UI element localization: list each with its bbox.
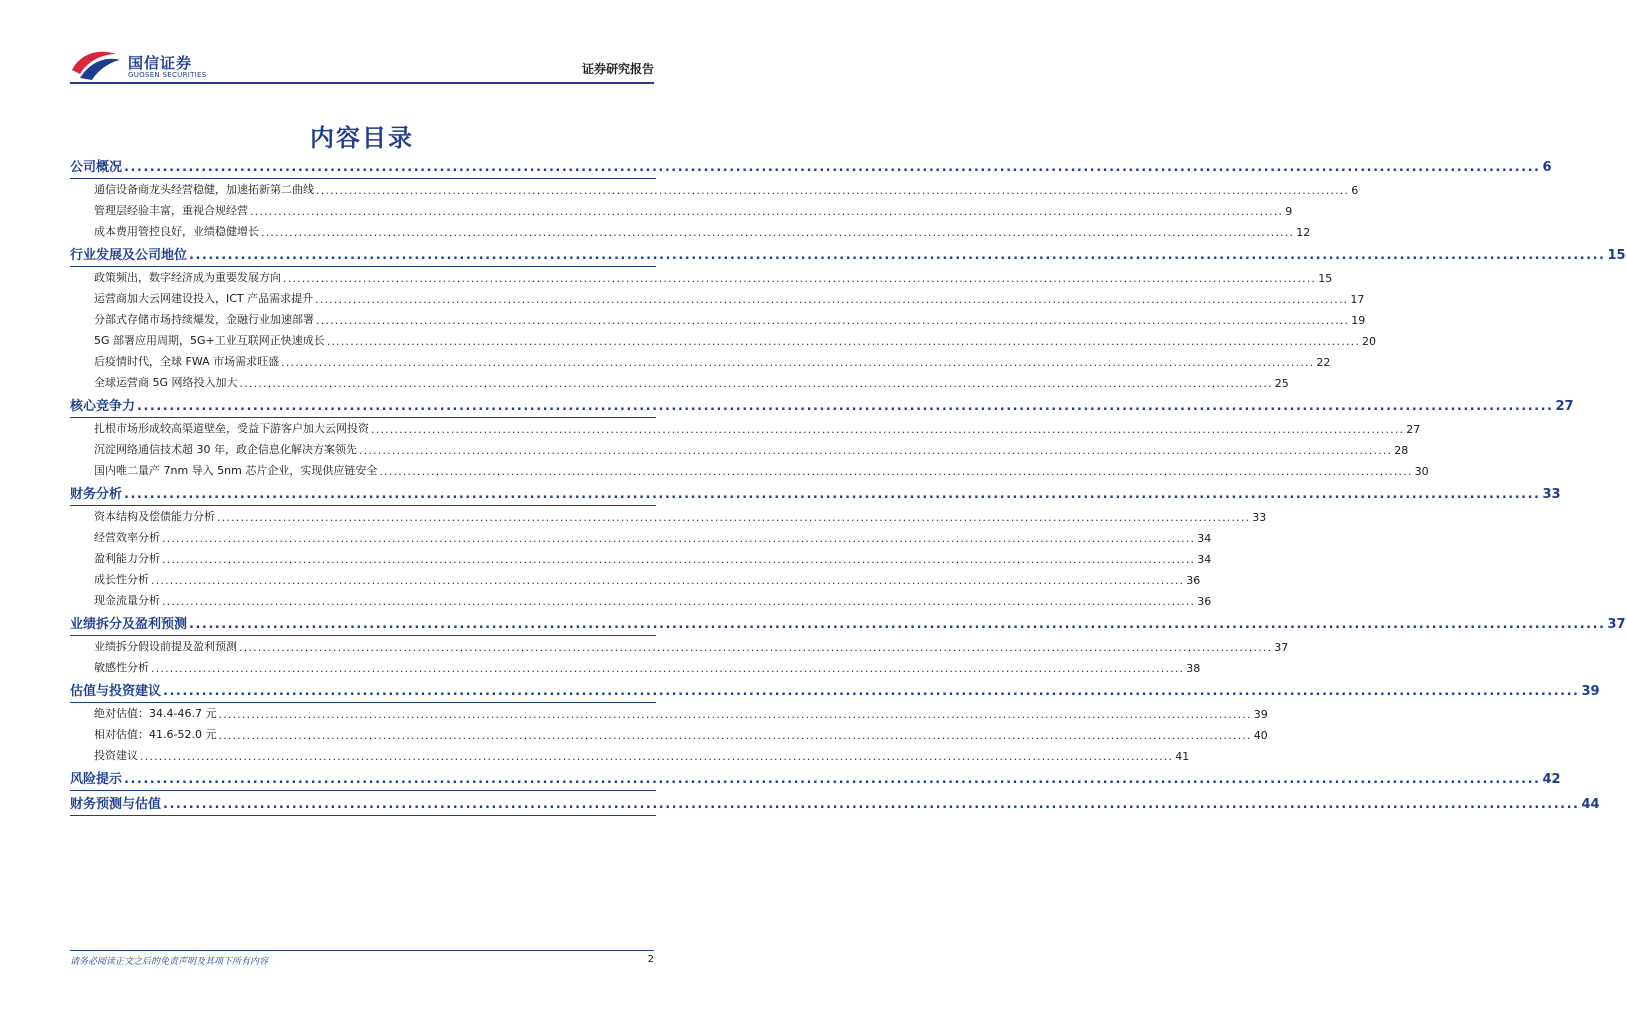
toc-dot-leader: ............................................................................................................................................................................................................................ (239, 641, 1273, 654)
toc-section-entry[interactable] (70, 766, 1561, 791)
toc-entry-title: 绝对估值：34.4-46.7 元 (94, 707, 217, 720)
toc-entry-title: 成长性分析 (94, 573, 149, 586)
toc-entry-page: 27 (1406, 423, 1421, 436)
toc-dot-leader: ............................................................................................................................................................................................................................ (162, 553, 1196, 566)
toc-entry-title: 敏感性分析 (94, 661, 149, 674)
toc-entry-title: 经营效率分析 (94, 531, 160, 544)
toc-entry-title: 沉淀网络通信技术超 30 年，政企信息化解决方案领先 (94, 443, 357, 456)
toc-subsection-entry[interactable] (70, 439, 1409, 460)
toc-entry-page: 17 (1350, 293, 1365, 306)
toc-subsection-entry[interactable] (70, 460, 1429, 481)
toc-entry-page: 41 (1175, 750, 1190, 763)
toc-subsection-entry[interactable] (70, 288, 1365, 309)
toc-entry-title: 业绩拆分假设前提及盈利预测 (94, 640, 237, 653)
toc-entry-page: 39 (1581, 684, 1600, 699)
toc-section-entry[interactable] (70, 611, 1626, 636)
toc-entry-page: 25 (1274, 377, 1289, 390)
toc-dot-leader: ............................................................................................................................................................................................................................ (250, 205, 1284, 218)
toc-entry-title: 财务预测与估值 (70, 797, 162, 812)
toc-dot-leader: ............................................................................................................................................................................................................................ (151, 574, 1185, 587)
toc-entry-title: 估值与投资建议 (70, 684, 162, 699)
toc-entry-title: 资本结构及偿债能力分析 (94, 510, 215, 523)
toc-dot-leader: ............................................................................................................................................................................................................................ (379, 465, 1413, 478)
toc-entry-title: 分部式存储市场持续爆发，金融行业加速部署 (94, 313, 314, 326)
toc-subsection-entry[interactable] (70, 506, 1267, 527)
toc-subsection-entry[interactable] (70, 548, 1212, 569)
toc-section-entry[interactable] (70, 242, 1626, 267)
toc-entry-page: 6 (1351, 184, 1359, 197)
toc-dot-leader: ............................................................................................................................................................................................................................ (162, 532, 1196, 545)
toc-entry-title: 核心竞争力 (70, 399, 136, 414)
report-type-label: 证券研究报告 (581, 62, 654, 76)
toc-entry-title: 扎根市场形成较高渠道壁垒，受益下游客户加大云网投资 (94, 422, 369, 435)
toc-entry-title: 风险提示 (70, 772, 123, 787)
toc-entry-title: 盈利能力分析 (94, 552, 160, 565)
toc-dot-leader: ............................................................................................................................................................................................................................ (371, 423, 1405, 436)
toc-dot-leader: ............................................................................................................................................................................................................................ (315, 293, 1349, 306)
toc-subsection-entry[interactable] (70, 309, 1366, 330)
toc-entry-title: 通信设备商龙头经营稳健，加速拓新第二曲线 (94, 183, 314, 196)
guosen-logo-icon (70, 48, 122, 82)
toc-subsection-entry[interactable] (70, 179, 1359, 200)
toc-subsection-entry[interactable] (70, 569, 1201, 590)
toc-subsection-entry[interactable] (70, 590, 1212, 611)
toc-dot-leader: ............................................................................................................................................................................................................................ (189, 617, 1606, 632)
toc-section-entry[interactable] (70, 791, 1600, 816)
toc-entry-page: 15 (1318, 272, 1333, 285)
guosen-logo (70, 48, 220, 84)
toc-entry-page: 37 (1607, 617, 1626, 632)
toc-dot-leader: ............................................................................................................................................................................................................................ (124, 160, 1541, 175)
toc-entry-title: 成本费用管控良好，业绩稳健增长 (94, 225, 259, 238)
toc-dot-leader: ............................................................................................................................................................................................................................ (283, 272, 1317, 285)
toc-dot-leader: ............................................................................................................................................................................................................................ (140, 750, 1174, 763)
toc-dot-leader: ............................................................................................................................................................................................................................ (218, 729, 1252, 742)
toc-entry-title: 相对估值：41.6-52.0 元 (94, 728, 217, 741)
toc-section-entry[interactable] (70, 154, 1552, 179)
toc-section-entry[interactable] (70, 393, 1574, 418)
toc-entry-page: 37 (1274, 641, 1289, 654)
toc-dot-leader: ............................................................................................................................................................................................................................ (239, 377, 1273, 390)
toc-entry-title: 行业发展及公司地位 (70, 248, 188, 263)
toc-subsection-entry[interactable] (70, 221, 1311, 242)
toc-section-entry[interactable] (70, 678, 1600, 703)
toc-section-entry[interactable] (70, 481, 1561, 506)
toc-subsection-entry[interactable] (70, 200, 1293, 221)
toc-entry-title: 国内唯二量产 7nm 导入 5nm 芯片企业，实现供应链安全 (94, 464, 378, 477)
toc-subsection-entry[interactable] (70, 745, 1190, 766)
toc-dot-leader: ............................................................................................................................................................................................................................ (162, 595, 1196, 608)
toc-entry-page: 33 (1542, 487, 1561, 502)
page-header (0, 0, 724, 90)
toc-subsection-entry[interactable] (70, 351, 1331, 372)
toc-dot-leader: ............................................................................................................................................................................................................................ (151, 662, 1185, 675)
toc-dot-leader: ............................................................................................................................................................................................................................ (326, 335, 1361, 348)
toc-entry-page: 27 (1555, 399, 1574, 414)
toc-entry-page: 30 (1414, 465, 1429, 478)
toc-entry-title: 公司概况 (70, 160, 123, 175)
toc-entry-page: 34 (1197, 532, 1212, 545)
toc-dot-leader: ............................................................................................................................................................................................................................ (281, 356, 1315, 369)
toc-entry-title: 现金流量分析 (94, 594, 160, 607)
toc-entry-title: 政策频出，数字经济成为重要发展方向 (94, 271, 281, 284)
table-of-contents (70, 154, 1626, 816)
toc-entry-page: 33 (1252, 511, 1267, 524)
toc-entry-page: 44 (1581, 797, 1600, 812)
toc-dot-leader: ............................................................................................................................................................................................................................ (316, 314, 1350, 327)
toc-entry-page: 9 (1285, 205, 1293, 218)
toc-dot-leader: ............................................................................................................................................................................................................................ (316, 184, 1350, 197)
toc-entry-page: 38 (1186, 662, 1201, 675)
toc-dot-leader: ............................................................................................................................................................................................................................ (137, 399, 1554, 414)
toc-dot-leader: ............................................................................................................................................................................................................................ (261, 226, 1295, 239)
header-divider (70, 82, 654, 84)
toc-entry-page: 36 (1197, 595, 1212, 608)
toc-entry-page: 6 (1542, 160, 1552, 175)
toc-dot-leader: ............................................................................................................................................................................................................................ (359, 444, 1393, 457)
logo-text-cn: 国信证券 (128, 54, 193, 72)
toc-dot-leader: ............................................................................................................................................................................................................................ (163, 797, 1580, 812)
toc-entry-title: 业绩拆分及盈利预测 (70, 617, 188, 632)
toc-entry-page: 15 (1607, 248, 1626, 263)
footer-disclaimer: 请务必阅读正文之后的免责声明及其项下所有内容 (70, 957, 269, 967)
toc-entry-page: 12 (1296, 226, 1311, 239)
toc-entry-page: 22 (1316, 356, 1331, 369)
toc-subsection-entry[interactable] (70, 527, 1212, 548)
toc-entry-page: 28 (1394, 444, 1409, 457)
toc-dot-leader: ............................................................................................................................................................................................................................ (189, 248, 1606, 263)
page-number: 2 (647, 954, 654, 965)
footer-divider (70, 950, 654, 951)
toc-entry-title: 管理层经验丰富，重视合规经营 (94, 204, 248, 217)
toc-entry-page: 34 (1197, 553, 1212, 566)
toc-dot-leader: ............................................................................................................................................................................................................................ (218, 708, 1252, 721)
toc-dot-leader: ............................................................................................................................................................................................................................ (124, 487, 1541, 502)
toc-entry-page: 40 (1253, 729, 1268, 742)
toc-dot-leader: ............................................................................................................................................................................................................................ (124, 772, 1541, 787)
toc-entry-page: 36 (1186, 574, 1201, 587)
toc-dot-leader: ............................................................................................................................................................................................................................ (163, 684, 1580, 699)
toc-entry-title: 全球运营商 5G 网络投入加大 (94, 376, 238, 389)
toc-subsection-entry[interactable] (70, 330, 1377, 351)
toc-entry-title: 投资建议 (94, 749, 138, 762)
toc-subsection-entry[interactable] (70, 636, 1289, 657)
toc-title: 内容目录 (310, 124, 414, 152)
toc-entry-title: 5G 部署应用周期，5G+工业互联网正快速成长 (94, 334, 325, 347)
toc-subsection-entry[interactable] (70, 657, 1201, 678)
toc-entry-title: 财务分析 (70, 487, 123, 502)
toc-entry-title: 运营商加大云网建设投入，ICT 产品需求提升 (94, 292, 314, 305)
toc-entry-title: 后疫情时代，全球 FWA 市场需求旺盛 (94, 355, 280, 368)
toc-subsection-entry[interactable] (70, 372, 1289, 393)
toc-entry-page: 42 (1542, 772, 1561, 787)
toc-entry-page: 39 (1253, 708, 1268, 721)
toc-dot-leader: ............................................................................................................................................................................................................................ (217, 511, 1251, 524)
toc-subsection-entry[interactable] (70, 724, 1268, 745)
toc-subsection-entry[interactable] (70, 267, 1333, 288)
toc-entry-page: 20 (1362, 335, 1377, 348)
toc-entry-page: 19 (1351, 314, 1366, 327)
logo-text-en: GUOSEN SECURITIES (128, 71, 207, 79)
toc-subsection-entry[interactable] (70, 703, 1268, 724)
toc-subsection-entry[interactable] (70, 418, 1421, 439)
